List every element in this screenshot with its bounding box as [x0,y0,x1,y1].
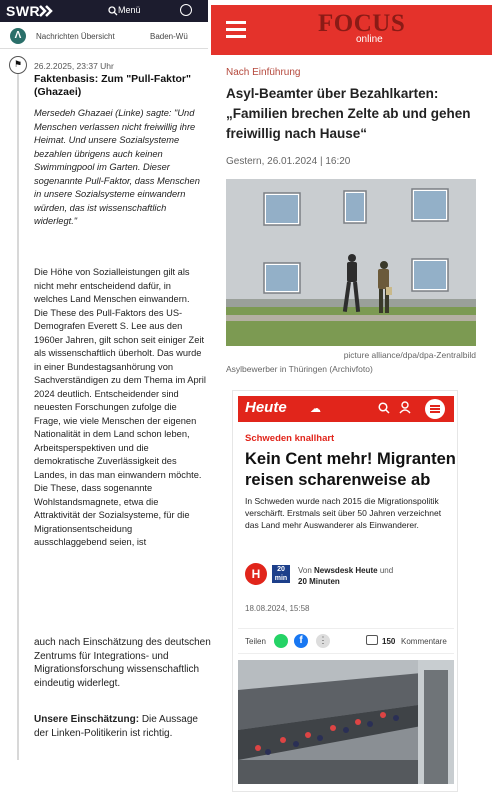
verdict-label: Unsere Einschätzung: [34,714,140,725]
nav-item-overview[interactable]: Nachrichten Übersicht [36,32,115,41]
nav-item-baden-wuerttemberg[interactable]: Baden-Wü [150,32,188,41]
byline-and: und [379,566,394,575]
search-icon[interactable] [378,402,390,414]
article-kicker: Nach Einführung [226,67,301,78]
whatsapp-icon[interactable] [274,634,288,648]
entry-body-continued: auch nach Einschätzung des deutschen Zentrums für Integrations- und Migrationsforschung wissenschaftlich eindeutig widerlegt. [34,637,211,689]
chevrons-icon [38,5,54,17]
home-badge-icon[interactable]: Λ [10,28,26,44]
hamburger-menu-icon[interactable] [226,21,246,39]
more-options-icon[interactable]: ⋮ [316,634,330,648]
article-kicker: Schweden knallhart [245,433,335,444]
byline-author[interactable]: Newsdesk Heute [314,566,378,575]
entry-timestamp: 26.2.2025, 23:37 Uhr [34,61,114,71]
article-date: 18.08.2024, 15:58 [245,604,310,613]
heute-logo[interactable]: Heute [245,399,287,416]
article-lead: In Schweden wurde nach 2015 die Migrationspolitik verschärft. Erstmals seit über 50 Jahren verzeichnet das Land mehr Auswanderer als Einwanderer. [245,496,442,530]
focus-logo[interactable]: FOCUS [318,10,406,37]
share-bar [238,628,454,654]
flag-icon: ⚑ [9,56,27,74]
swr-nav-bar [0,24,208,49]
comment-count[interactable]: 150 [382,637,396,646]
menu-button[interactable]: Menü [118,5,141,15]
timeline-line [17,60,19,760]
twenty-minutes-logo: 20 min [272,565,290,583]
focus-logo-online: online [356,34,383,45]
article-photo [226,179,476,346]
photo-caption: Asylbewerber in Thüringen (Archivfoto) [226,364,373,374]
facebook-icon[interactable]: f [294,634,308,648]
comments-label[interactable]: Kommentare [401,637,447,646]
search-icon[interactable] [108,6,118,16]
photo-credit: picture alliance/dpa/dpa-Zentralbild [343,350,476,360]
weather-cloud-icon[interactable]: ☁ [310,403,321,415]
entry-body: Die Höhe von Sozialleistungen gilt als nicht mehr entscheidend dafür, in welches Land Menschen einwandern. Die These des Pull-Faktors des US-Demografen Everett S. Lee aus den 1960er Jahren, gilt schon seit einiger Zeit als wissenschaftlich überholt. Das wurde in einer Bundestagsanhörung von Sachverständigen zu dem Thema im April 2024 deutlich. Entscheidender sind neuesten Forschungen zufolge die Frage, wie viele Menschen der eigenen Nationalität in dem Land schon leben, Arbeitsperspektiven und die demokratische Zuverlässigkeit des Landes, in das man einwandern möchte. Die These, dass sogenannte Wohlstandsmagnete, etwa die Attraktivität der Sozialsysteme, für die Migrationsentscheidung ausschlaggebend seien, ist [34,267,206,547]
user-icon[interactable] [399,401,411,414]
entry-verdict [34,713,212,741]
entry-quote: Mersedeh Ghazaei (Linke) sagte: "Und Menschen verlassen nicht freiwillig ihre Heimat. Und unsere Sozialsysteme bezahlen übrigens auch keinen Swimmingpool im Garten. Dieser sogenannte Pull-Faktor, dass Menschen in unsere Sozialsysteme einwandern würden, das ist wissenschaftlich widerlegt." [34,108,200,226]
user-icon[interactable] [180,4,192,16]
byline [298,565,393,587]
byline-author-2[interactable]: 20 Minuten [298,577,340,586]
hamburger-menu-icon[interactable] [425,399,445,419]
article-headline[interactable]: Asyl-Beamter über Bezahlkarten: „Familien brechen Zelte ab und gehen freiwillig nach Hause“ [226,86,471,141]
verdict-text: Die Aussage der Linken-Politikerin ist richtig. [34,714,198,739]
comment-icon[interactable] [366,635,378,645]
entry-title: Faktenbasis: Zum "Pull-Faktor" (Ghazaei) [34,73,191,98]
article-headline[interactable]: Kein Cent mehr! Migranten reisen scharenweise ab [245,450,456,489]
swr-logo[interactable]: SWR [6,3,41,19]
article-photo [238,660,454,784]
article-date: Gestern, 26.01.2024 | 16:20 [226,156,351,167]
byline-prefix: Von [298,566,312,575]
heute-author-logo: H [245,563,267,585]
share-label: Teilen [245,637,266,646]
swr-header [0,0,208,22]
